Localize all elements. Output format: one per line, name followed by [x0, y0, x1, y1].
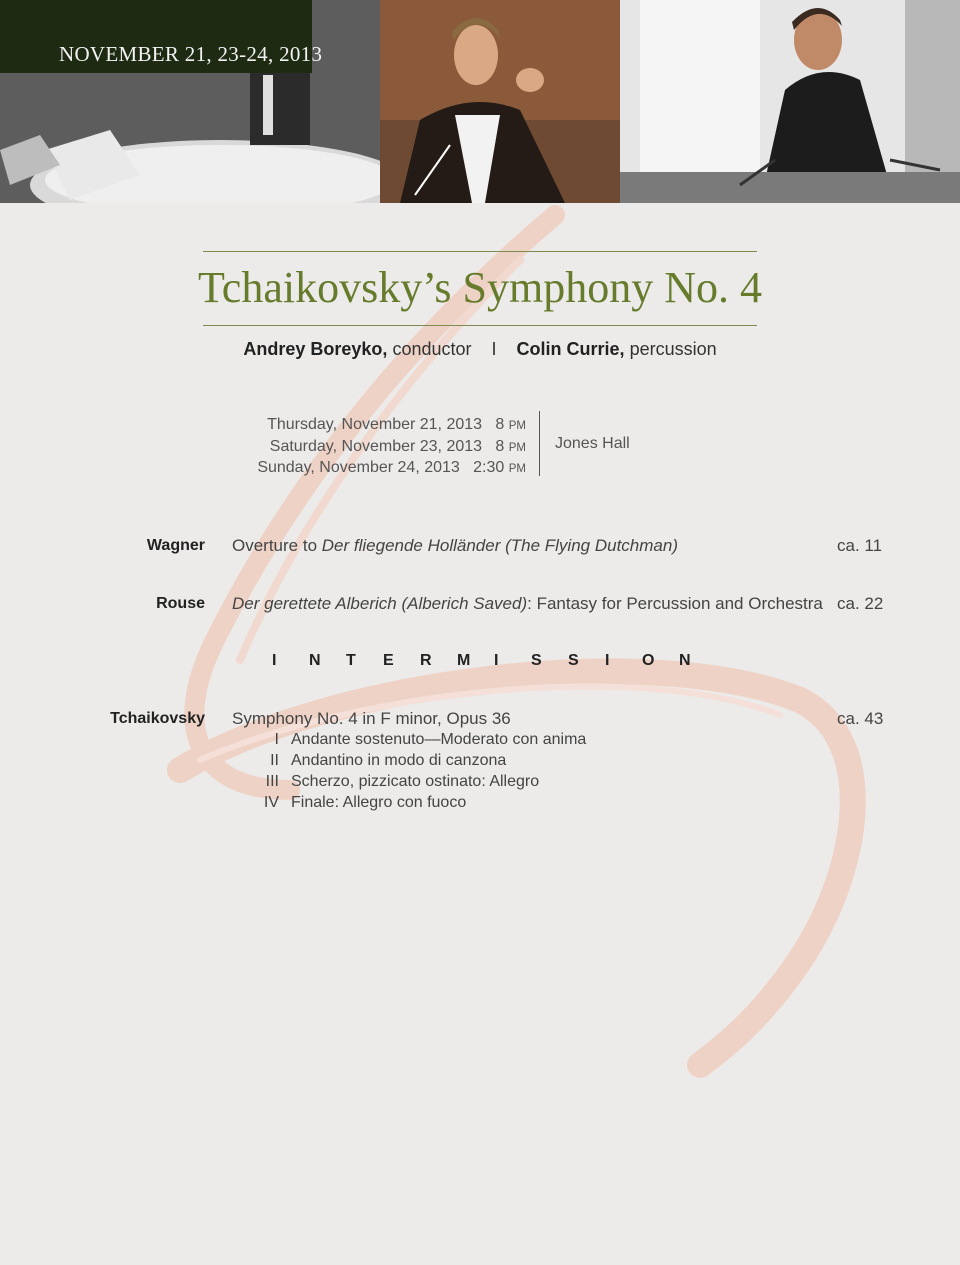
header-banner: [0, 0, 960, 203]
performance-row: Thursday, November 21, 2013 8 PM: [267, 416, 526, 433]
conductor-name: Andrey Boreyko,: [243, 339, 388, 359]
composer-name: Wagner: [146, 537, 205, 554]
composer-name: Tchaikovsky: [110, 710, 205, 727]
venue-name: Jones Hall: [555, 435, 630, 452]
concert-title: Tchaikovsky’s Symphony No. 4: [197, 263, 763, 312]
intermission-label: I N T E R M I S S I O N: [272, 652, 691, 669]
artists-line: [0, 339, 960, 360]
soloist-role: percussion: [629, 339, 717, 359]
performance-dates: [257, 415, 526, 480]
title-rule-top: [203, 251, 757, 252]
title-rule-bottom: [203, 325, 757, 326]
work-duration: ca. 22: [837, 594, 884, 613]
dates-venue-divider: [539, 411, 540, 476]
work-duration: ca. 11: [837, 536, 883, 555]
movement-item: III Scherzo, pizzicato ostinato: Allegro: [265, 773, 540, 790]
performance-row: Sunday, November 24, 2013 2:30 PM: [257, 459, 526, 476]
movement-item: IV Finale: Allegro con fuoco: [263, 794, 467, 811]
work-title: Symphony No. 4 in F minor, Opus 36: [232, 709, 511, 728]
work-title: Overture to Der fliegende Holländer (The Flying Dutchman): [232, 536, 678, 555]
artist-separator: I: [491, 339, 497, 359]
work-title: Der gerettete Alberich (Alberich Saved): Fantasy for Percussion and Orchestra: [232, 594, 823, 613]
movement-item: II Andantino in modo di canzona: [270, 752, 507, 769]
work-duration: ca. 43: [837, 709, 884, 728]
composer-name: Rouse: [156, 595, 205, 612]
banner-date: NOVEMBER 21, 23-24, 2013: [59, 42, 323, 66]
conductor-role: conductor: [392, 339, 472, 359]
performance-row: Saturday, November 23, 2013 8 PM: [269, 437, 526, 455]
movement-item: I Andante sostenuto—Moderato con anima: [274, 731, 587, 748]
soloist-name: Colin Currie,: [516, 339, 625, 359]
